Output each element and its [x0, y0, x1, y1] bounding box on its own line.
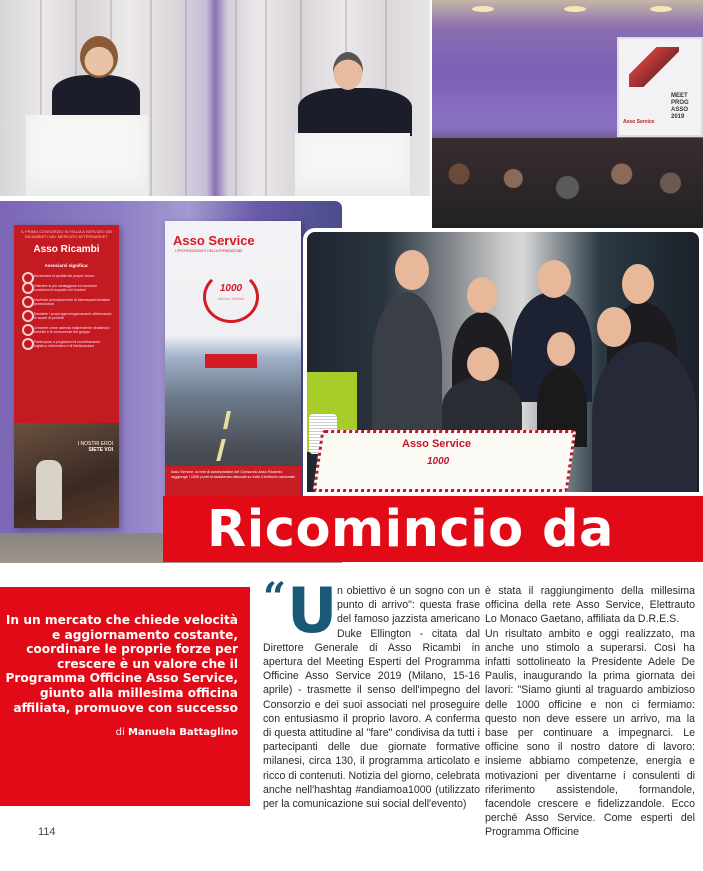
audience-crowd [432, 138, 703, 228]
cake-logo: Asso Service [402, 438, 472, 450]
person-head [395, 250, 429, 290]
photo-audience [432, 0, 703, 228]
asso-ricambi-logo: Asso Ricambi [33, 244, 100, 255]
projection-screen [617, 37, 703, 137]
road-line [216, 439, 225, 461]
screen-line: 2019 [671, 114, 685, 120]
page-number: 114 [38, 826, 56, 838]
screen-line: MEET [671, 93, 688, 99]
wreath-subtext: officine affiliate [217, 296, 245, 301]
banner-point: Crescere come azienda indipendente sfruttando i benefici e le conoscenze del gruppo [20, 326, 113, 334]
author-name: Manuela Battaglino [127, 727, 238, 739]
article-column-1 [263, 574, 480, 811]
asso-service-logo: Asso Service [173, 233, 255, 248]
paragraph: Un risultato ambito e oggi realizzato, ma anche uno stimolo a superarsi. Così ha infatti sottolineato la Presidente Adele De Paulis, inaugurando la prima giornata dei lavori: "Siamo giunti al traguardo ambizioso delle 1000 officine e non ci fermiamo: questo non deve essere un arrivo, ma la base per continuare a impegnarci. Le officine sono il nostro datore di lavoro: insieme abbiamo competenze, energia e motivazioni per diventarne i consulenti di riferimento assistendole, formandole, facendole crescere e fidelizzandole. Ecco perché Asso Service. Come esperti del Programma Officine [485, 627, 695, 839]
dropcap-block [263, 574, 338, 647]
person-head [537, 260, 571, 298]
road-line [223, 411, 231, 429]
person [592, 342, 697, 492]
banner-point: Decidere i propri approvvigionamenti ottimizzando le scorte di prodotti [20, 312, 113, 320]
quote-mark: “ [263, 574, 287, 621]
banner-top-text: IL PRIMO CONSORZIO IN ITALIA A SERVIZIO DEI RICAMBISTI NEL MERCATO AFTERMARKET [20, 229, 113, 239]
paragraph: è stata il raggiungimento della millesima officina della rete Asso Service, Elettrauto Lo Monaco Gaetano, affiliata da D.R.E.S. [485, 585, 695, 626]
banner-footer-text: Asso Service, la rete di autoriparatori del Consorzio Asso Ricambi, raggiunge i 1000 punti di assistenza dislocati su tutto il territorio nazionale [165, 466, 301, 506]
wreath-number: 1000 [219, 283, 243, 294]
finish-flag [205, 354, 257, 368]
article-title: Ricomincio da [207, 500, 614, 559]
hero-line: SIETE VOI [88, 447, 113, 453]
person-head [467, 277, 497, 313]
article-intro: In un mercato che chiede velocità e aggiornamento costante, coordinare le proprie forze per crescere è un valore che il Programma Officine Asso Service, giunto alla millesima officina affiliata, promuove con successo [5, 613, 238, 715]
banner-asso-service [165, 221, 301, 506]
banner-point: Ottenere le più vantaggiose ed esclusive condizioni di acquisto dei fornitori [20, 284, 113, 292]
screen-line: PROG [671, 100, 689, 106]
podium-right [295, 133, 410, 196]
banner-hero-image [14, 423, 119, 528]
cake-number: 1000 [427, 456, 450, 467]
person [442, 377, 522, 437]
byline [0, 727, 238, 738]
person-head [547, 332, 575, 366]
banner-tagline: I PROFESSIONISTI DELLA RIPARAZIONE [175, 249, 243, 253]
dropcap-letter: U [287, 574, 338, 647]
person [372, 292, 442, 432]
person-head [467, 347, 499, 381]
photo-group-with-cake [303, 228, 703, 496]
banner-point: Accrescere la qualità del proprio lavoro [20, 274, 113, 278]
article-column-2 [485, 584, 695, 840]
paragraph: n obiettivo è un sogno con un punto di arrivo": questa frase del famoso jazzista americano Duke Ellington - citata dal Direttore Generale di Asso Ricambi in apertura del Meeting Esperti del Programma Officine Asso Service 2019 (Milano, 15-16 aprile) - trasmette il senso dell'impegno del Consorzio e dei suoi associati nel proseguire con entusiasmo il proprio lavoro. A conferma di questa attitudine al "fare" condivisa da tutti i partecipanti delle due giornate formative milanesi, circa 130, il programma articolato e ricco di contenuti. Notizia del giorno, celebrata anche nell'hashtag #andiamoa1000 (utilizzato per la comunicazione sui social dell'evento) [263, 585, 480, 811]
screen-graphic [629, 47, 679, 87]
banner-asso-ricambi [14, 225, 119, 528]
banner-point: Partecipare a programmi di coordinamento logistico, informatico e di fidelizzazione [20, 340, 113, 348]
byline-prefix: di [115, 727, 125, 739]
photo-speakers-at-podiums [0, 0, 430, 196]
screen-logo: Asso Service [623, 119, 655, 125]
banner-subhead: Associarsi significa: [44, 263, 89, 268]
person-head [597, 307, 631, 347]
hero-line: I NOSTRI EROI [77, 441, 113, 447]
podium-left [26, 115, 148, 196]
intro-box [0, 587, 250, 806]
banner-point: Usufruire periodicamente di interessanti iniziative promozionali [20, 298, 113, 306]
person-head [622, 264, 654, 304]
screen-line: ASSO [671, 107, 689, 113]
knight-figure [36, 460, 62, 520]
title-banner [163, 496, 703, 562]
